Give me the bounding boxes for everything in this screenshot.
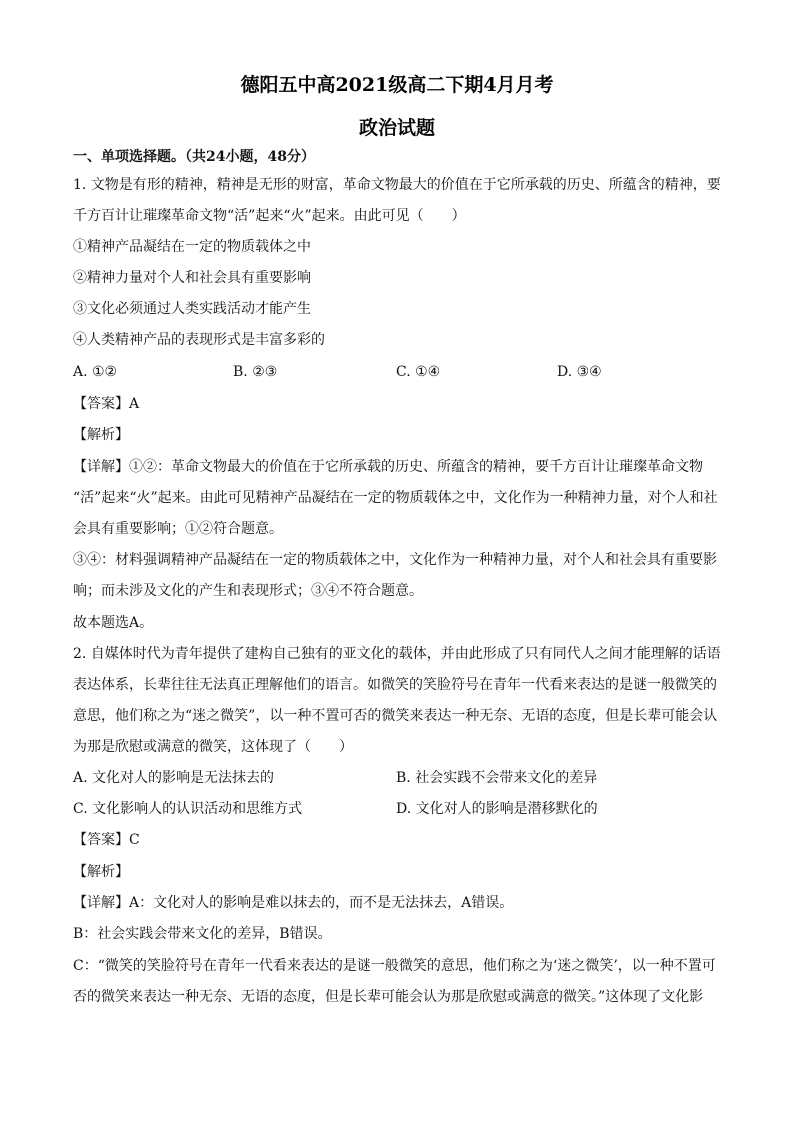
- q1-item: ②精神力量对个人和社会具有重要影响: [73, 270, 311, 286]
- q1-stem-line: 千方百计让璀璨革命文物“活”起来“火”起来。由此可见（ ）: [73, 208, 466, 224]
- q2-detail-line: 否的微笑来表达一种无奈、无语的态度，但是长辈可能会认为那是欣慰或满意的微笑。”这体现了文化影: [73, 989, 704, 1005]
- q2-answer: 【答案】C: [73, 832, 140, 848]
- q1-detail-line: 响；而未涉及文化的产生和表现形式；③④不符合题意。: [73, 583, 423, 599]
- q1-option-c: C. ①④: [396, 364, 441, 380]
- q1-option-d: D. ③④: [557, 364, 602, 380]
- q1-option-b: B. ②③: [233, 364, 278, 380]
- section-heading: 一、单项选择题。（共24小题，48分）: [73, 149, 315, 165]
- q2-option-c: C. 文化影响人的认识活动和思维方式: [73, 801, 303, 817]
- q2-stem-line: 表达体系，长辈往往无法真正理解他们的语言。如微笑的笑脸符号在青年一代看来表达的是谜一般微笑的: [73, 677, 717, 693]
- q1-detail-line: “活”起来“火”起来。由此可见精神产品凝结在一定的物质载体之中，文化作为一种精神力量，对个人和社: [73, 490, 718, 506]
- q2-option-a: A. 文化对人的影响是无法抹去的: [73, 770, 275, 786]
- q1-item: ④人类精神产品的表现形式是丰富多彩的: [73, 332, 325, 348]
- q1-analysis-label: 【解析】: [73, 427, 129, 443]
- q2-option-d: D. 文化对人的影响是潜移默化的: [396, 801, 598, 817]
- q2-detail-line: 【详解】A：文化对人的影响是难以抹去的，而不是无法抹去，A错误。: [73, 895, 514, 911]
- q1-item: ③文化必须通过人类实践活动才能产生: [73, 301, 311, 317]
- page-subtitle: 政治试题: [358, 117, 435, 139]
- q2-analysis-label: 【解析】: [73, 864, 129, 880]
- q2-stem-line: 意思，他们称之为“迷之微笑”，以一种不置可否的微笑来表达一种无奈、无语的态度，但是长辈可能会认: [73, 708, 718, 724]
- q2-stem-line: 2. 自媒体时代为青年提供了建构自己独有的亚文化的载体，并由此形成了只有同代人之间才能理解的话语: [73, 646, 721, 662]
- q1-answer: 【答案】A: [73, 396, 140, 412]
- q2-stem-line: 为那是欣慰或满意的微笑，这体现了（ ）: [73, 739, 353, 755]
- q1-detail-line: 【详解】①②：革命文物最大的价值在于它所承载的历史、所蕴含的精神，要千方百计让璀璨革命文物: [73, 459, 703, 475]
- q2-detail-line: C：“微笑的笑脸符号在青年一代看来表达的是谜一般微笑的意思，他们称之为‘迷之微笑’，以一种不置可: [73, 958, 716, 974]
- q1-conclusion: 故本题选A。: [73, 615, 154, 631]
- q1-detail-line: ③④：材料强调精神产品凝结在一定的物质载体之中，文化作为一种精神力量，对个人和社会具有重要影: [73, 552, 717, 568]
- q1-option-a: A. ①②: [73, 364, 118, 380]
- q2-detail-line: B：社会实践会带来文化的差异，B错误。: [73, 926, 332, 942]
- page-title: 德阳五中高2021级高二下期4月月考: [240, 74, 554, 96]
- q1-stem-line: 1. 文物是有形的精神，精神是无形的财富，革命文物最大的价值在于它所承载的历史、所蕴含的精神，要: [73, 177, 721, 193]
- q2-option-b: B. 社会实践不会带来文化的差异: [396, 770, 598, 786]
- q1-detail-line: 会具有重要影响；①②符合题意。: [73, 521, 283, 537]
- q1-item: ①精神产品凝结在一定的物质载体之中: [73, 239, 311, 255]
